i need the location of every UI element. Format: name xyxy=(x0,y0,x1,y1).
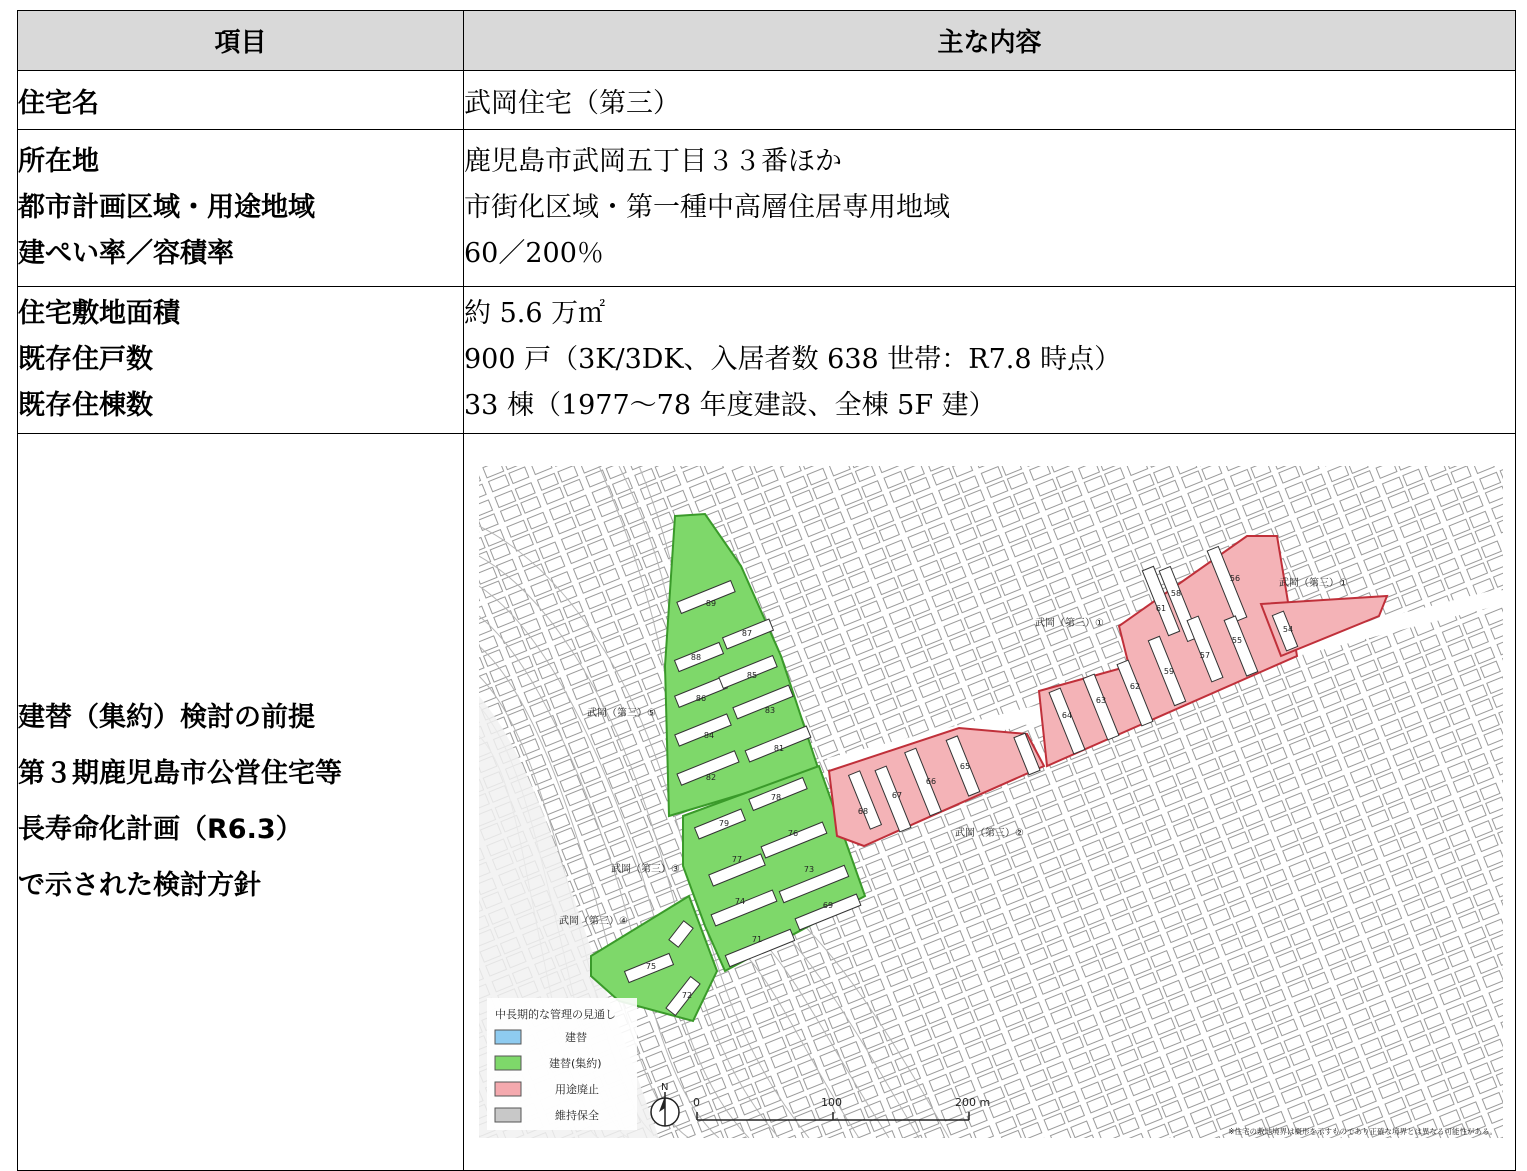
legend-label-maintain: 維持保全 xyxy=(555,1109,599,1122)
area-label-1: 武岡（第三）① xyxy=(1035,618,1104,629)
bldg-65: 65 xyxy=(959,762,971,771)
bldg-58: 58 xyxy=(1170,589,1182,598)
legend-label-replace: 建替 xyxy=(565,1031,587,1044)
bldg-61: 61 xyxy=(1155,604,1167,613)
bldg-59: 59 xyxy=(1163,667,1175,676)
label-line: で示された検討方針 xyxy=(18,870,261,901)
bldg-71: 71 xyxy=(751,935,763,944)
bldg-62: 62 xyxy=(1129,682,1141,691)
table-row xyxy=(18,130,1516,287)
legend-swatch-consolidate xyxy=(495,1056,521,1070)
label-line: 第３期鹿児島市公営住宅等 xyxy=(18,758,342,789)
bldg-77: 77 xyxy=(731,855,743,864)
site-map-svg xyxy=(479,466,1503,1138)
row-value xyxy=(464,71,1516,130)
bldg-76: 76 xyxy=(787,829,799,838)
label-line: 都市計画区域・用途地域 xyxy=(18,192,315,223)
label-line: 既存住棟数 xyxy=(18,390,153,421)
scale-tick-200: 200 m xyxy=(955,1096,991,1109)
label-line: 長寿命化計画（R6.3） xyxy=(18,814,303,845)
table-row xyxy=(18,434,1516,1171)
legend-swatch-maintain xyxy=(495,1108,521,1122)
bldg-64: 64 xyxy=(1061,711,1073,720)
bldg-63: 63 xyxy=(1095,696,1107,705)
bldg-83: 83 xyxy=(764,706,776,715)
info-table xyxy=(17,10,1516,1171)
bldg-55: 55 xyxy=(1231,636,1243,645)
table-header-row xyxy=(18,11,1516,71)
value-line: 60／200％ xyxy=(464,238,604,269)
area-label-3: 武岡（第三）③ xyxy=(611,864,680,875)
bldg-54: 54 xyxy=(1282,625,1294,634)
scale-tick-100: 100 xyxy=(821,1096,842,1109)
bldg-87: 87 xyxy=(741,629,753,638)
row-label xyxy=(18,71,464,130)
scale-tick-0: 0 xyxy=(693,1096,700,1109)
table-row xyxy=(18,287,1516,434)
area-label-2: 武岡（第三）② xyxy=(955,828,1024,839)
row-value xyxy=(464,130,1516,287)
value-line: 市街化区域・第一種中高層住居専用地域 xyxy=(464,192,950,223)
bldg-73: 73 xyxy=(803,865,815,874)
table-row xyxy=(18,71,1516,130)
bldg-82: 82 xyxy=(705,773,717,782)
label-line: 既存住戸数 xyxy=(18,344,153,375)
value-line: 約 5.6 万㎡ xyxy=(464,298,606,329)
row-value xyxy=(464,287,1516,434)
label-line: 所在地 xyxy=(18,146,99,177)
bldg-69: 69 xyxy=(822,901,834,910)
label-line: 建ぺい率／容積率 xyxy=(18,238,234,269)
legend-swatch-replace xyxy=(495,1030,521,1044)
map-legend xyxy=(487,998,637,1130)
bldg-78: 78 xyxy=(770,793,782,802)
area-label-5: 武岡（第三）⑤ xyxy=(587,708,656,719)
bldg-74: 74 xyxy=(734,897,746,906)
bldg-86: 86 xyxy=(695,694,707,703)
header-content: 主な内容 xyxy=(464,11,1516,71)
header-item: 項目 xyxy=(18,11,464,71)
site-map xyxy=(479,466,1503,1138)
label-line: 住宅名 xyxy=(18,87,99,119)
row-label xyxy=(18,130,464,287)
bldg-68: 68 xyxy=(857,807,869,816)
bldg-88: 88 xyxy=(690,653,702,662)
legend-label-consolidate: 建替(集約) xyxy=(549,1057,602,1070)
map-cell xyxy=(464,434,1516,1171)
area-label-1b: 武岡（第三）① xyxy=(1279,578,1348,589)
value-line: 900 戸（3K/3DK、入居者数 638 世帯：R7.8 時点） xyxy=(464,344,1122,375)
legend-swatch-abolish xyxy=(495,1082,521,1096)
value-line: 鹿児島市武岡五丁目３３番ほか xyxy=(464,146,842,177)
bldg-79: 79 xyxy=(718,819,730,828)
bldg-89: 89 xyxy=(705,599,717,608)
row-label xyxy=(18,434,464,1171)
value-line: 33 棟（1977～78 年度建設、全棟 5F 建） xyxy=(464,390,996,421)
bldg-84: 84 xyxy=(703,731,715,740)
north-label: N xyxy=(661,1082,669,1093)
bldg-72: 72 xyxy=(681,991,693,1000)
label-line: 住宅敷地面積 xyxy=(18,298,180,329)
legend-label-abolish: 用途廃止 xyxy=(555,1083,599,1096)
bldg-57: 57 xyxy=(1199,651,1211,660)
area-label-4: 武岡（第三）④ xyxy=(559,916,628,927)
bldg-67: 67 xyxy=(891,791,903,800)
map-note: ※住宅の敷地境界は概形を示すものであり正確な境界とは異なる可能性がある。 xyxy=(1228,1127,1497,1136)
bldg-66: 66 xyxy=(925,777,937,786)
bldg-56: 56 xyxy=(1229,574,1241,583)
value-line: 武岡住宅（第三） xyxy=(464,87,680,119)
bldg-85: 85 xyxy=(746,671,758,680)
legend-title: 中長期的な管理の見通し xyxy=(495,1008,616,1021)
bldg-81: 81 xyxy=(773,744,785,753)
row-label xyxy=(18,287,464,434)
label-line: 建替（集約）検討の前提 xyxy=(18,702,315,733)
bldg-75: 75 xyxy=(645,962,657,971)
